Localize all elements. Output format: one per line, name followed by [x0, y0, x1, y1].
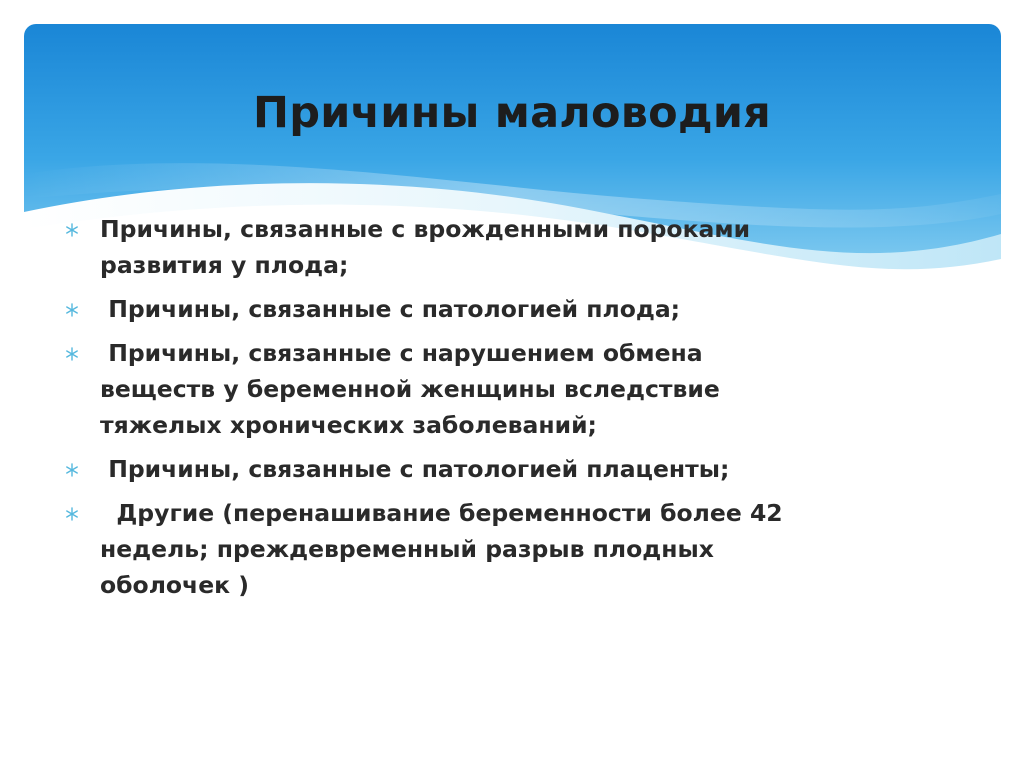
list-item: [62, 291, 822, 327]
asterisk-bullet-icon: [65, 507, 79, 521]
asterisk-bullet-icon: [65, 223, 79, 237]
list-item: [62, 211, 822, 283]
bullet-text: Причины, связанные с нарушением обмена веществ у беременной женщины вследствие тяжелых хронических заболеваний;: [100, 339, 728, 439]
slide-title: Причины маловодия: [253, 88, 771, 138]
list-item: [62, 335, 822, 443]
asterisk-bullet-icon: [65, 347, 79, 361]
list-item: [62, 451, 822, 487]
bullet-text: Причины, связанные с патологией плода;: [100, 295, 681, 323]
asterisk-bullet-icon: [65, 463, 79, 477]
asterisk-bullet-icon: [65, 303, 79, 317]
bullet-list: [62, 211, 822, 611]
list-item: [62, 495, 822, 603]
bullet-text: Причины, связанные с врожденными пороками развития у плода;: [100, 215, 759, 279]
bullet-text: Причины, связанные с патологией плаценты;: [100, 455, 730, 483]
bullet-text: Другие (перенашивание беременности более 42 недель; преждевременный разрыв плодных оболочек ): [100, 499, 791, 599]
